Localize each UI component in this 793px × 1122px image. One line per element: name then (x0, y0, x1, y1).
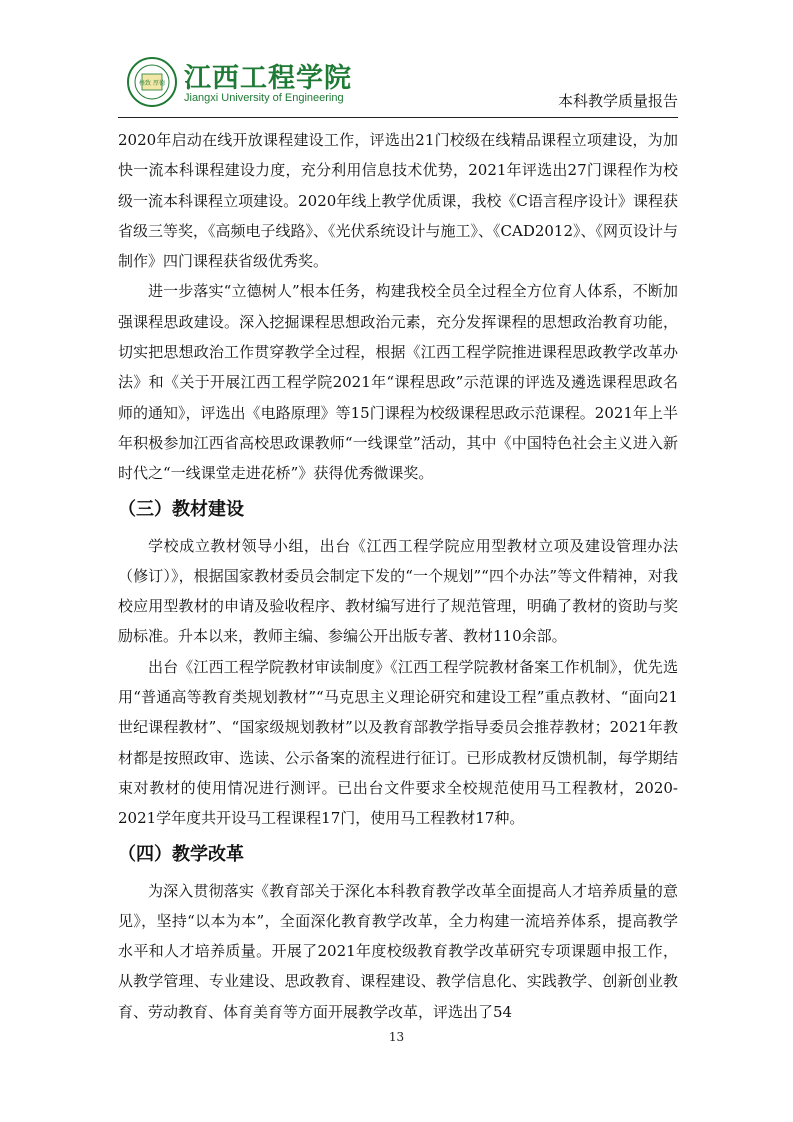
page-header (118, 50, 678, 116)
section-heading-teaching-reform: （四）教学改革 (118, 843, 244, 865)
section-heading-textbooks: （三）教材建设 (118, 498, 244, 520)
paragraph-textbook-group: 学校成立教材领导小组，出台《江西工程学院应用型教材立项及建设管理办法（修订）》，根据国家教材委员会制定下发的“一个规划”“四个办法”等文件精神，对我校应用型教材的申请及验收程序、教材编写进行了规范管理，明确了教材的资助与奖励标准。升本以来，教师主编、参编公开出版专著、教材110余部。 (118, 536, 678, 646)
university-seal-icon (126, 56, 178, 108)
paragraph-online-courses: 2020年启动在线开放课程建设工作，评选出21门校级在线精品课程立项建设，为加快一流本科课程建设力度，充分利用信息技术优势，2021年评选出27门课程作为校级一流本科课程立项建设。2020年线上教学优质课，我校《C语言程序设计》课程获省级三等奖，《高频电子线路》、《光伏系统设计与施工》、《CAD2012》、《网页设计与制作》四门课程获省级优秀奖。 (118, 131, 679, 271)
report-title: 本科教学质量报告 (557, 92, 678, 110)
paragraph-teaching-reform: 为深入贯彻落实《教育部关于深化本科教育教学改革全面提高人才培养质量的意见》，坚持“以本为本”，全面深化教育教学改革，全力构建一流培养体系，提高教学水平和人才培养质量。开展了2021年度校级教育教学改革研究专项课题申报工作，从教学管理、专业建设、思政教育、课程建设、教学信息化、实践教学、创新创业教育、劳动教育、体育美育等方面开展教学改革，评选出了54 (118, 881, 678, 1021)
logo-chinese-name: 江西工程学院 (184, 63, 352, 94)
page-content (118, 125, 678, 1027)
header-divider (118, 117, 678, 118)
paragraph-course-ideology: 进一步落实“立德树人”根本任务，构建我校全员全过程全方位育人体系，不断加强课程思政建设。深入挖掘课程思想政治元素，充分发挥课程的思想政治教育功能，切实把思想政治工作贯穿教学全过程，根据《江西工程学院推进课程思政教学改革办法》和《关于开展江西工程学院2021年“课程思政”示范课的评选及遴选课程思政名师的通知》，评选出《电路原理》等15门课程为校级课程思政示范课程。2021年上半年积极参加江西省高校思政课教师“一线课堂”活动，其中《中国特色社会主义进入新时代之“一线课堂走进花桥”》获得优秀微课奖。 (118, 282, 678, 483)
seal-text: 格致 厚德 (139, 80, 165, 87)
logo-english-name: Jiangxi University of Engineering (184, 92, 344, 104)
paragraph-textbook-selection: 出台《江西工程学院教材审读制度》《江西工程学院教材备案工作机制》，优先选用“普通高等教育类规划教材”“马克思主义理论研究和建设工程”重点教材、“面向21世纪课程教材”、“国家级规划教材”以及教育部教学指导委员会推荐教材；2021年教材都是按照政审、选读、公示备案的流程进行征订。已形成教材反馈机制，每学期结束对教材的使用情况进行测评。已出台文件要求全校规范使用马工程教材，2020-2021学年度共开设马工程课程17门，使用马工程教材17种。 (118, 657, 678, 828)
page-number: 13 (388, 1030, 405, 1044)
